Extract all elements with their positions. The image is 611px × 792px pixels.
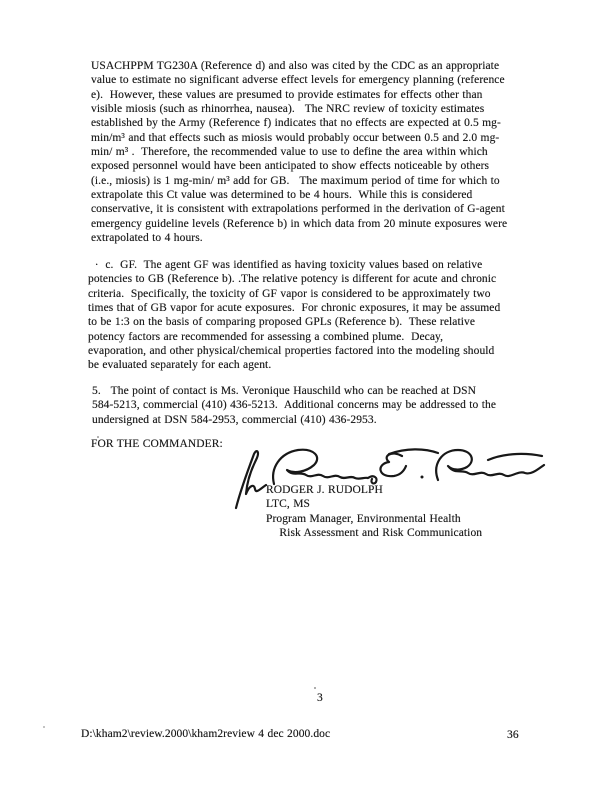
text-line: Program Manager, Environmental Health (266, 512, 461, 525)
page-number-right: 36 (507, 729, 519, 741)
paragraph-5-point-of-contact (92, 384, 496, 427)
signature-stroke-e (380, 454, 406, 477)
text-line: emergency guideline levels (Reference b) in which data from 20 minute exposures were (91, 217, 508, 230)
paragraph-usachppm-continuation (91, 59, 507, 245)
text-line: conservative, it is consistent with extrapolations performed in the derivation of G-agent (91, 203, 505, 216)
page-number-center: 3 (317, 692, 323, 704)
scan-speck (97, 436, 99, 438)
text-line: times that of GB vapor for acute exposures. For chronic exposures, it may be assumed (88, 302, 501, 315)
text-line: undersigned at DSN 584-2953, commercial (410) 436-2953. (92, 413, 377, 426)
text-line: 584-5213, commercial (410) 436-5213. Additional concerns may be addressed to the (92, 399, 497, 412)
text-line: min/ m³ . Therefore, the recommended value to use to define the area within which (91, 146, 488, 159)
signature-stroke-cross (488, 454, 542, 460)
text-line: potencies to GB (Reference b). .The relative potency is different for acute and chronic (88, 273, 497, 286)
text-line: e). However, these values are presumed to provide estimates for effects other than (91, 88, 483, 101)
signature-period-dot (421, 476, 424, 479)
text-line: LTC, MS (266, 498, 310, 511)
signature-stroke-first-loop (273, 450, 376, 484)
scan-speck (43, 726, 45, 728)
text-line: RODGER J. RUDOLPH (266, 484, 383, 496)
text-line: min/m³ and that effects such as miosis would probably occur between 0.5 and 2.0 mg- (91, 131, 500, 144)
text-line: visible miosis (such as rhinorrhea, nausea). The NRC review of toxicity estimates (91, 103, 485, 116)
text-line: exposed personnel would have been anticipated to show effects noticeable by others (91, 160, 490, 173)
text-line: evaporation, and other physical/chemical properties factored into the modeling should (88, 345, 495, 358)
text-line: be evaluated separately for each agent. (88, 359, 272, 372)
text-line: established by the Army (Reference f) indicates that no effects are expected at 0.5 mg- (91, 117, 501, 130)
text-line: to be 1:3 on the basis of comparing proposed GPLs (Reference b). These relative (88, 316, 476, 329)
footer-file-path: D:\kham2\review.2000\kham2review 4 dec 2000.doc (81, 728, 331, 740)
text-line: potency factors are recommended for assessing a combined plume. Decay, (88, 330, 444, 343)
scan-speck (314, 687, 316, 689)
for-the-commander-line: FOR THE COMMANDER: (91, 438, 223, 450)
signature-stroke-for (236, 451, 266, 508)
paragraph-c-gf (88, 258, 500, 373)
text-line: extrapolate this Ct value was determined to be 4 hours. While this is considered (91, 189, 473, 202)
text-line: (i.e., miosis) is 1 mg-min/ m³ add for GB. The maximum period of time for which to (91, 174, 500, 187)
text-line: value to estimate no significant adverse effect levels for emergency planning (reference (91, 74, 505, 87)
typed-signature-block (266, 483, 482, 540)
text-line: USACHPPM TG230A (Reference d) and also was cited by the CDC as an appropriate (91, 60, 500, 72)
text-line: criteria. Specifically, the toxicity of GF vapor is considered to be approximately two (88, 287, 491, 300)
text-line: extrapolated to 4 hours. (91, 232, 203, 245)
text-line: 5. The point of contact is Ms. Veronique Hauschild who can be reached at DSN (92, 385, 476, 397)
text-line: · c. GF. The agent GF was identified as having toxicity values based on relative (88, 259, 483, 271)
text-line: Risk Assessment and Risk Communication (266, 527, 483, 540)
